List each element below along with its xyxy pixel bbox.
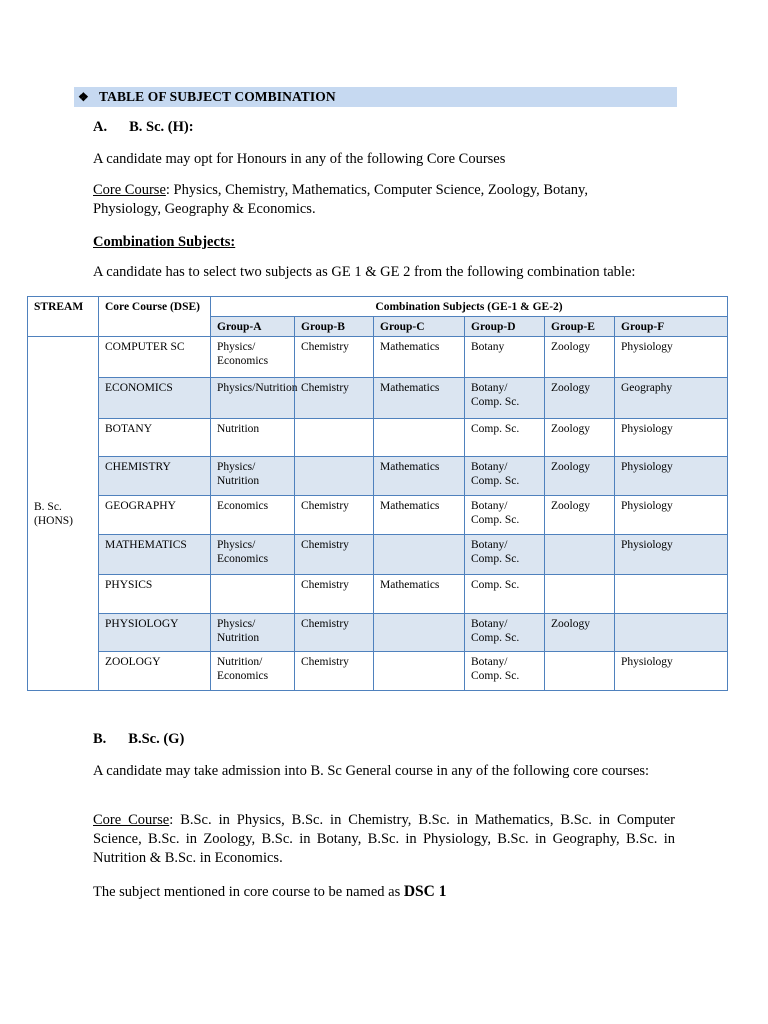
table-cell: Chemistry <box>295 614 374 652</box>
table-cell: Zoology <box>545 496 615 535</box>
table-cell <box>211 575 295 614</box>
table-cell: Botany/ Comp. Sc. <box>465 535 545 575</box>
table-cell: Botany/ Comp. Sc. <box>465 652 545 691</box>
table-row <box>28 614 728 652</box>
table-cell: Physics/ Economics <box>211 337 295 378</box>
table-row <box>28 496 728 535</box>
section-b-heading <box>93 730 184 749</box>
table-cell: Mathematics <box>374 575 465 614</box>
table-cell: Physiology <box>615 419 728 457</box>
group-c-header: Group-C <box>374 317 465 337</box>
core-cell: PHYSIOLOGY <box>99 614 211 652</box>
table-row <box>28 575 728 614</box>
section-a-heading <box>93 118 194 137</box>
core-cell: MATHEMATICS <box>99 535 211 575</box>
table-cell: Mathematics <box>374 496 465 535</box>
table-cell: Physics/ Economics <box>211 535 295 575</box>
table-cell: Mathematics <box>374 378 465 419</box>
combination-subjects-heading: Combination Subjects: <box>93 234 236 250</box>
stream-header: STREAM <box>28 297 99 337</box>
group-e-header: Group-E <box>545 317 615 337</box>
table-cell: Chemistry <box>295 575 374 614</box>
core-course-label-b: Core Course <box>93 812 170 828</box>
section-b-title: B.Sc. (G) <box>128 731 185 747</box>
table-cell: Chemistry <box>295 535 374 575</box>
table-row <box>28 457 728 496</box>
table-cell: Mathematics <box>374 337 465 378</box>
table-cell: Physiology <box>615 457 728 496</box>
group-f-header: Group-F <box>615 317 728 337</box>
table-cell: Economics <box>211 496 295 535</box>
table-cell: Comp. Sc. <box>465 575 545 614</box>
table-cell <box>545 535 615 575</box>
table-cell: Physics/ Nutrition <box>211 614 295 652</box>
table-cell: Physiology <box>615 535 728 575</box>
combination-header: Combination Subjects (GE-1 & GE-2) <box>211 297 728 317</box>
table-cell: Physiology <box>615 337 728 378</box>
table-cell <box>615 614 728 652</box>
core-cell: CHEMISTRY <box>99 457 211 496</box>
section-a-marker: A. <box>93 119 108 135</box>
section-banner <box>74 87 677 107</box>
table-cell: Comp. Sc. <box>465 419 545 457</box>
core-cell: ECONOMICS <box>99 378 211 419</box>
table-cell: Chemistry <box>295 378 374 419</box>
table-cell: Zoology <box>545 614 615 652</box>
section-banner-title: TABLE OF SUBJECT COMBINATION <box>99 89 336 104</box>
section-a-intro: A candidate may opt for Honours in any of the following Core Courses <box>93 151 506 167</box>
table-cell: Botany <box>465 337 545 378</box>
core-cell: GEOGRAPHY <box>99 496 211 535</box>
core-cell: BOTANY <box>99 419 211 457</box>
table-cell <box>374 419 465 457</box>
diamond-bullet-icon: ❖ <box>78 90 89 104</box>
table-cell <box>545 652 615 691</box>
dsc-label: DSC 1 <box>403 883 447 900</box>
table-cell: Zoology <box>545 457 615 496</box>
core-course-text-b: : B.Sc. in Physics, B.Sc. in Chemistry, B.Sc. in Mathematics, B.Sc. in Computer Science, B.Sc. in Zoology, B.Sc. in Botany, B.Sc. in Physiology, B.Sc. in Geography, B.Sc. in Nutrition & B.Sc. in Economics. <box>93 812 675 866</box>
core-course-text: : Physics, Chemistry, Mathematics, Computer Science, Zoology, Botany, <box>165 182 588 198</box>
table-cell: Physics/Nutrition <box>211 378 295 419</box>
table-cell: Chemistry <box>295 337 374 378</box>
table-cell: Nutrition/ Economics <box>211 652 295 691</box>
table-cell: Physiology <box>615 496 728 535</box>
table-cell <box>615 575 728 614</box>
group-a-header: Group-A <box>211 317 295 337</box>
table-cell <box>374 614 465 652</box>
table-cell <box>374 535 465 575</box>
table-cell: Botany/ Comp. Sc. <box>465 614 545 652</box>
table-cell: Botany/ Comp. Sc. <box>465 378 545 419</box>
table-cell: Chemistry <box>295 496 374 535</box>
table-header-row-1 <box>28 297 728 317</box>
core-cell: PHYSICS <box>99 575 211 614</box>
core-cell: COMPUTER SC <box>99 337 211 378</box>
table-cell: Botany/ Comp. Sc. <box>465 496 545 535</box>
table-cell: Physiology <box>615 652 728 691</box>
table-cell: Botany/ Comp. Sc. <box>465 457 545 496</box>
core-course-header: Core Course (DSE) <box>99 297 211 337</box>
table-row <box>28 652 728 691</box>
table-row <box>28 378 728 419</box>
table-cell: Chemistry <box>295 652 374 691</box>
table-row <box>28 535 728 575</box>
section-a-core-paragraph <box>93 181 683 219</box>
table-cell: Physics/ Nutrition <box>211 457 295 496</box>
core-cell: ZOOLOGY <box>99 652 211 691</box>
table-cell: Mathematics <box>374 457 465 496</box>
table-row <box>28 419 728 457</box>
group-b-header: Group-B <box>295 317 374 337</box>
dsc-text: The subject mentioned in core course to be named as <box>93 884 404 900</box>
core-course-label: Core Course <box>93 182 166 198</box>
table-row <box>28 337 728 378</box>
section-b-core-paragraph <box>93 811 675 868</box>
table-cell: Geography <box>615 378 728 419</box>
group-d-header: Group-D <box>465 317 545 337</box>
stream-cell: B. Sc. (HONS) <box>28 337 99 691</box>
section-b-marker: B. <box>93 731 107 747</box>
section-b-intro: A candidate may take admission into B. Sc General course in any of the following core courses: <box>93 763 650 779</box>
combination-intro: A candidate has to select two subjects as GE 1 & GE 2 from the following combination table: <box>93 264 636 280</box>
combination-table <box>27 296 728 691</box>
table-cell: Zoology <box>545 419 615 457</box>
table-cell: Nutrition <box>211 419 295 457</box>
section-a-title: B. Sc. (H): <box>129 119 194 135</box>
table-cell <box>545 575 615 614</box>
table-cell <box>374 652 465 691</box>
table-cell: Zoology <box>545 337 615 378</box>
table-cell <box>295 457 374 496</box>
dsc-sentence <box>93 882 446 902</box>
table-cell <box>295 419 374 457</box>
table-cell: Zoology <box>545 378 615 419</box>
core-course-text-2: Physiology, Geography & Economics. <box>93 201 316 217</box>
